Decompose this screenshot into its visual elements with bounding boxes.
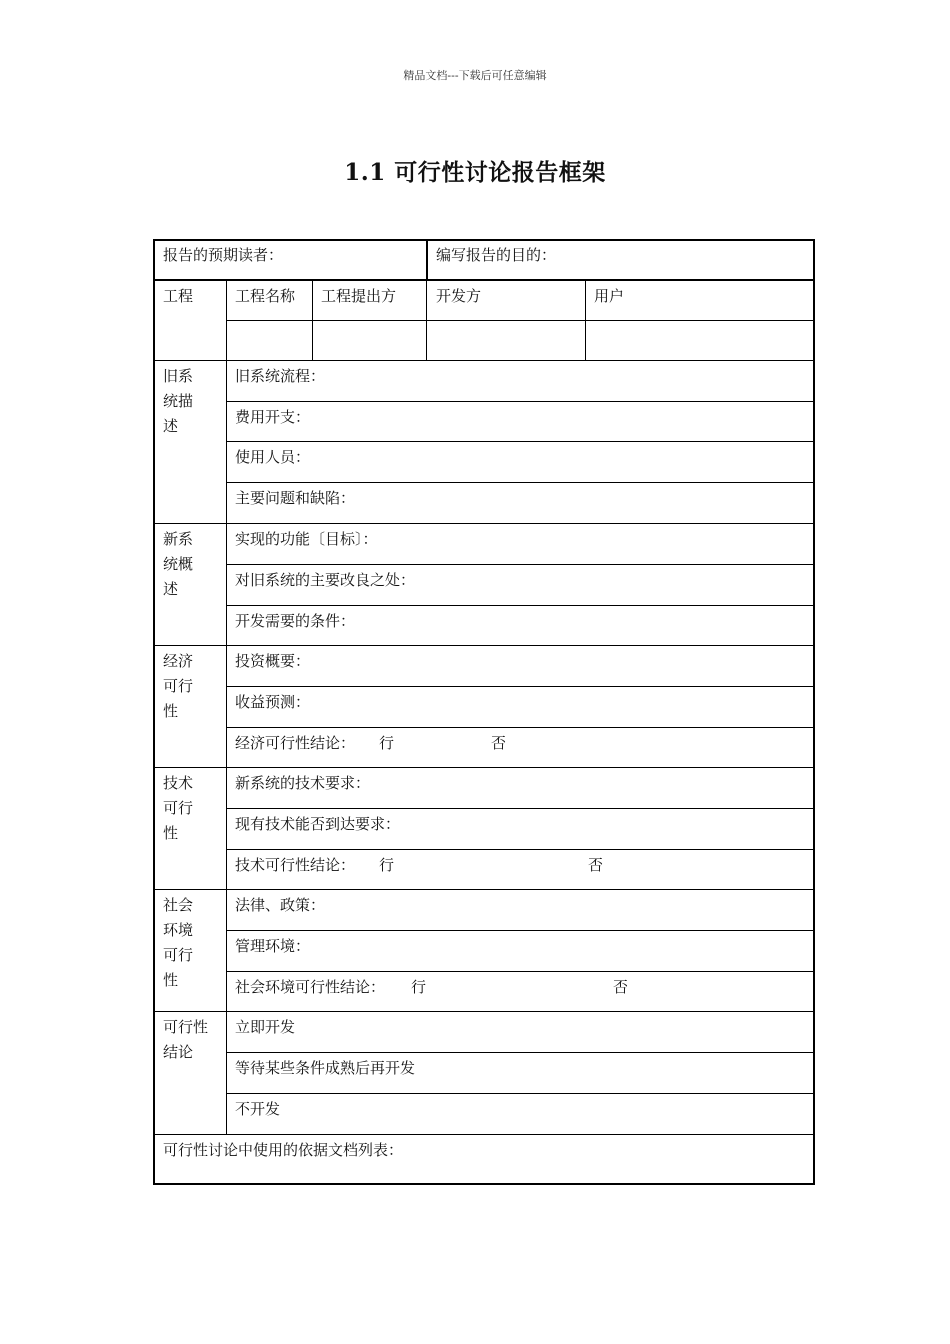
row-divider (226, 1052, 813, 1053)
user-header: 用户 (594, 287, 625, 305)
technical-no-option[interactable]: 否 (588, 856, 604, 874)
row-divider (155, 645, 813, 646)
row-divider (226, 564, 813, 565)
row-divider (226, 808, 813, 809)
header-note: 精品文档---下载后可任意编辑 (403, 69, 547, 82)
developer-header: 开发方 (436, 287, 482, 305)
developer-input[interactable] (427, 321, 585, 360)
problems-label: 主要问题和缺陷： (235, 489, 356, 507)
reader-label: 报告的预期读者： (163, 246, 284, 264)
project-proposer-input[interactable] (313, 321, 426, 360)
row-divider (155, 279, 813, 281)
purpose-label: 编写报告的目的： (436, 246, 557, 264)
law-policy-label: 法律、政策： (235, 896, 326, 914)
management-env-label: 管理环境： (235, 937, 311, 955)
row-divider (226, 971, 813, 972)
section-label-technical: 技术可行性 (163, 774, 194, 842)
investment-label: 投资概要： (235, 652, 311, 670)
social-yes-option[interactable]: 行 (411, 978, 427, 996)
section-label-social: 社会环境可行性 (163, 896, 194, 989)
economic-no-option[interactable]: 否 (491, 734, 507, 752)
functions-label: 实现的功能〔目标〕： (235, 530, 378, 548)
row-divider (155, 360, 813, 361)
project-name-header: 工程名称 (235, 287, 296, 305)
row-divider (226, 686, 813, 687)
section-label-feasibility: 可行性结论 (163, 1018, 209, 1061)
develop-later-option[interactable]: 等待某些条件成熟后再开发 (235, 1059, 416, 1077)
references-label: 可行性讨论中使用的依据文档列表： (163, 1141, 404, 1159)
row-divider (155, 1134, 813, 1135)
cost-label: 费用开支： (235, 408, 311, 426)
project-name-input[interactable] (227, 321, 312, 360)
technical-yes-option[interactable]: 行 (379, 856, 395, 874)
economic-conclusion-label: 经济可行性结论： (235, 734, 356, 752)
row-divider (155, 1011, 813, 1012)
page-title: 1.1 可行性讨论报告框架 (344, 159, 606, 186)
section-label-new-system: 新系统概述 (163, 530, 194, 598)
feasibility-report-form (153, 239, 815, 1185)
develop-now-option[interactable]: 立即开发 (235, 1018, 296, 1036)
row-divider (155, 889, 813, 890)
section-label-project: 工程 (163, 287, 194, 305)
improvements-label: 对旧系统的主要改良之处： (235, 571, 416, 589)
economic-yes-option[interactable]: 行 (379, 734, 395, 752)
tech-requirements-label: 新系统的技术要求： (235, 774, 371, 792)
column-divider (426, 241, 428, 280)
project-proposer-header: 工程提出方 (321, 287, 397, 305)
row-divider (155, 523, 813, 524)
row-divider (226, 605, 813, 606)
old-system-flow-label: 旧系统流程： (235, 367, 326, 385)
row-divider (226, 849, 813, 850)
row-divider (226, 1093, 813, 1094)
no-develop-option[interactable]: 不开发 (235, 1100, 281, 1118)
column-divider (226, 280, 227, 1134)
row-divider (226, 401, 813, 402)
section-label-economic: 经济可行性 (163, 652, 194, 720)
section-label-old-system: 旧系统描述 (163, 367, 194, 435)
row-divider (226, 727, 813, 728)
tech-capability-label: 现有技术能否到达要求： (235, 815, 401, 833)
row-divider (155, 767, 813, 768)
requirements-label: 开发需要的条件： (235, 612, 356, 630)
row-divider (226, 441, 813, 442)
technical-conclusion-label: 技术可行性结论： (235, 856, 356, 874)
user-input[interactable] (586, 321, 813, 360)
social-no-option[interactable]: 否 (613, 978, 629, 996)
users-label: 使用人员： (235, 448, 311, 466)
revenue-label: 收益预测： (235, 693, 311, 711)
row-divider (226, 930, 813, 931)
social-conclusion-label: 社会环境可行性结论： (235, 978, 386, 996)
row-divider (226, 482, 813, 483)
